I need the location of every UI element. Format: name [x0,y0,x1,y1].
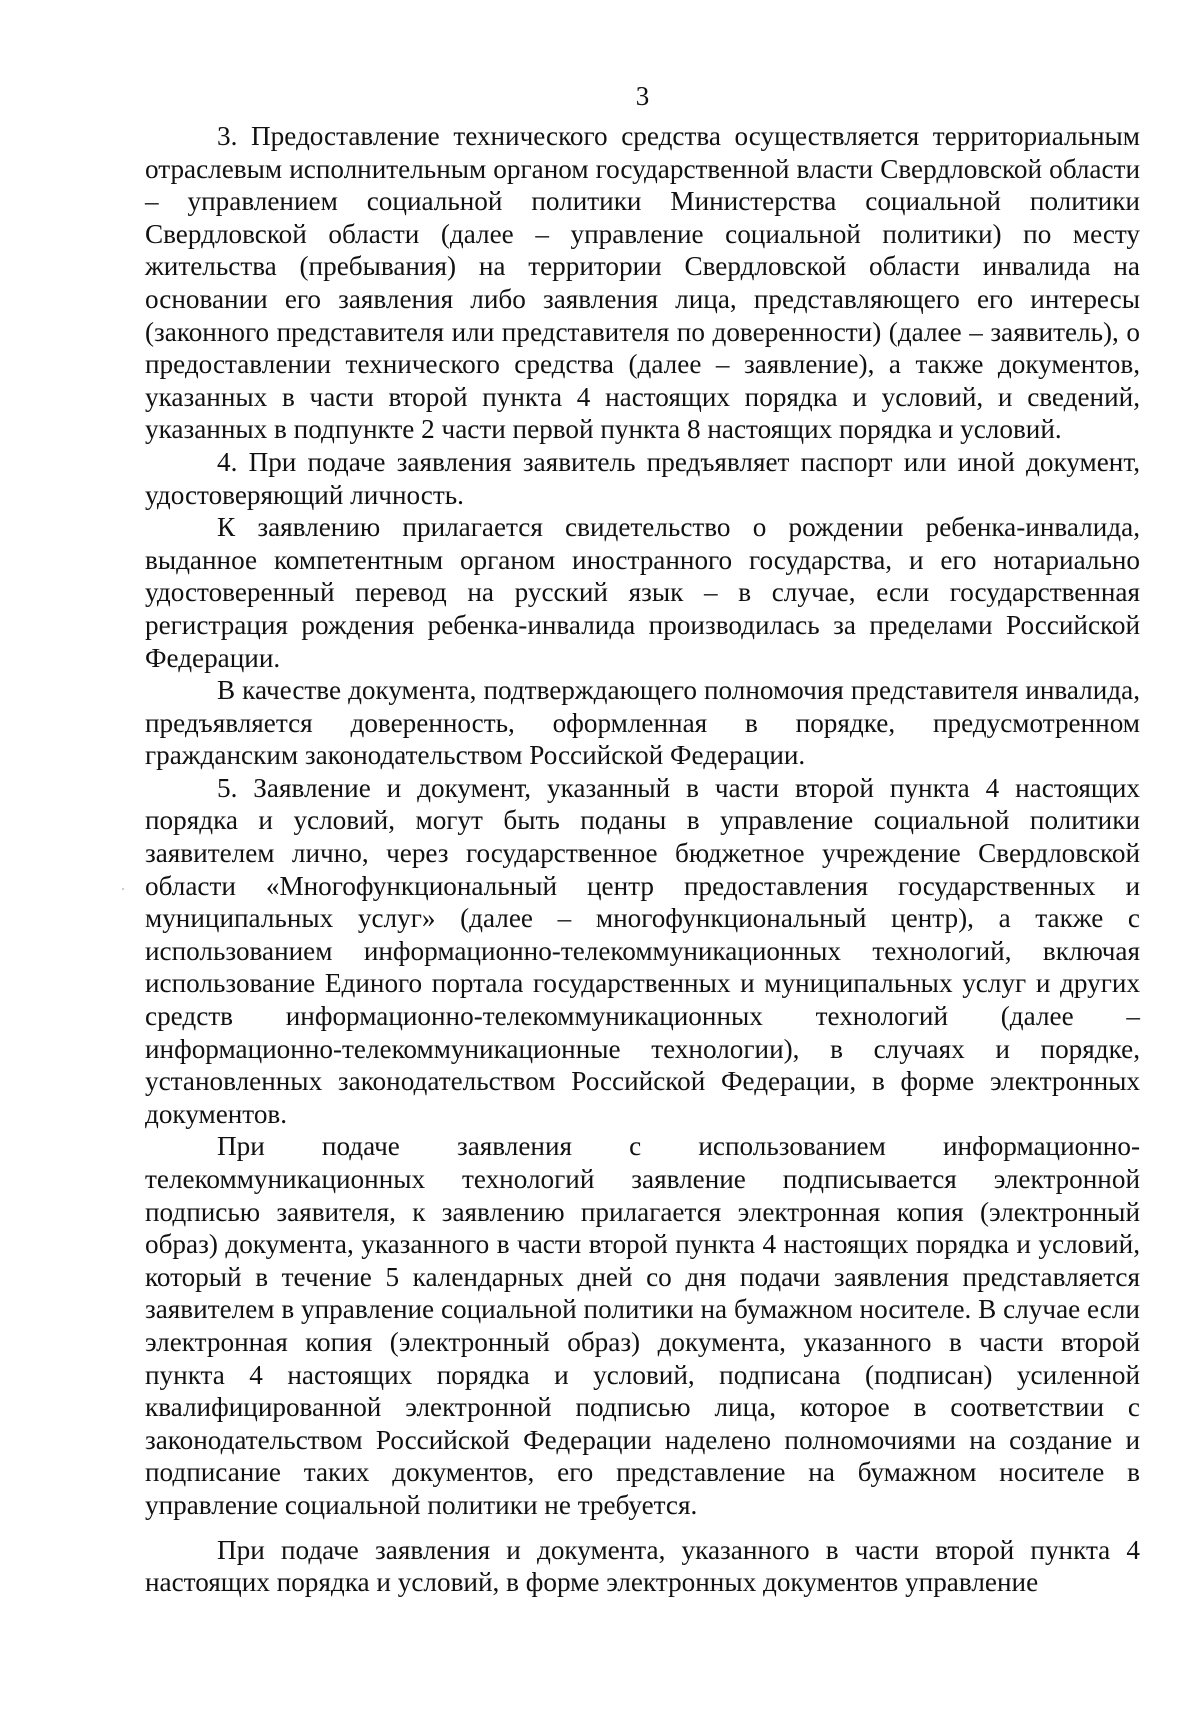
paragraph-birth-certificate: К заявлению прилагается свидетельство о рождении ребенка-инвалида, выданное компетентным органом иностранного государства, и его нотариально удостоверенный перевод на русский язык – в случае, если государственная регистрация рождения ребенка-инвалида производилась за пределами Российской Федерации. [145,512,1140,673]
scan-artifact-dot [122,888,124,890]
paragraph-clause-5: 5. Заявление и документ, указанный в части второй пункта 4 настоящих порядка и условий, могут быть поданы в управление социальной политики заявителем лично, через государственное бюджетное учреждение Свердловской области «Многофункциональный центр предоставления государственных и муниципальных услуг» (далее – многофункциональный центр), а также с использованием информационно-телекоммуникационных технологий, включая использование Единого портала государственных и муниципальных услуг и других средств информационно-телекоммуникационных технологий (далее – информационно-телекоммуникационные технологии), в случаях и порядке, установленных законодательством Российской Федерации, в форме электронных документов. [145,772,1140,1129]
page-number: 3 [635,81,650,111]
paragraph-clause-4: 4. При подаче заявления заявитель предъявляет паспорт или иной документ, удостоверяющий личность. [145,446,1140,510]
document-page [145,80,1140,1599]
paragraph-electronic-submission: При подаче заявления с использованием информационно-телекоммуникационных технологий заявление подписывается электронной подписью заявителя, к заявлению прилагается электронная копия (электронный образ) документа, указанного в части второй пункта 4 настоящих порядка и условий, который в течение 5 календарных дней со дня подачи заявления представляется заявителем в управление социальной политики на бумажном носителе. В случае если электронная копия (электронный образ) документа, указанного в части второй пункта 4 настоящих порядка и условий, подписана (подписан) усиленной квалифицированной электронной подписью лица, которое в соответствии с законодательством Российской Федерации наделено полномочиями на создание и подписание таких документов, его представление на бумажном носителе в управление социальной политики не требуется. [145,1131,1140,1520]
paragraph-clause-3: 3. Предоставление технического средства осуществляется территориальным отраслевым исполнительным органом государственной власти Свердловской области – управлением социальной политики Министерства социальной политики Свердловской области (далее – управление социальной политики) по месту жительства (пребывания) на территории Свердловской области инвалида на основании его заявления либо заявления лица, представляющего его интересы (законного представителя или представителя по доверенности) (далее – заявитель), о предоставлении технического средства (далее – заявление), а также документов, указанных в части второй пункта 4 настоящих порядка и условий, и сведений, указанных в подпункте 2 части первой пункта 8 настоящих порядка и условий. [145,121,1140,445]
paragraph-electronic-documents: При подаче заявления и документа, указанного в части второй пункта 4 настоящих порядка и условий, в форме электронных документов управление [145,1534,1140,1598]
paragraph-power-of-attorney: В качестве документа, подтверждающего полномочия представителя инвалида, предъявляется доверенность, оформленная в порядке, предусмотренном гражданским законодательством Российской Федерации. [145,675,1140,771]
